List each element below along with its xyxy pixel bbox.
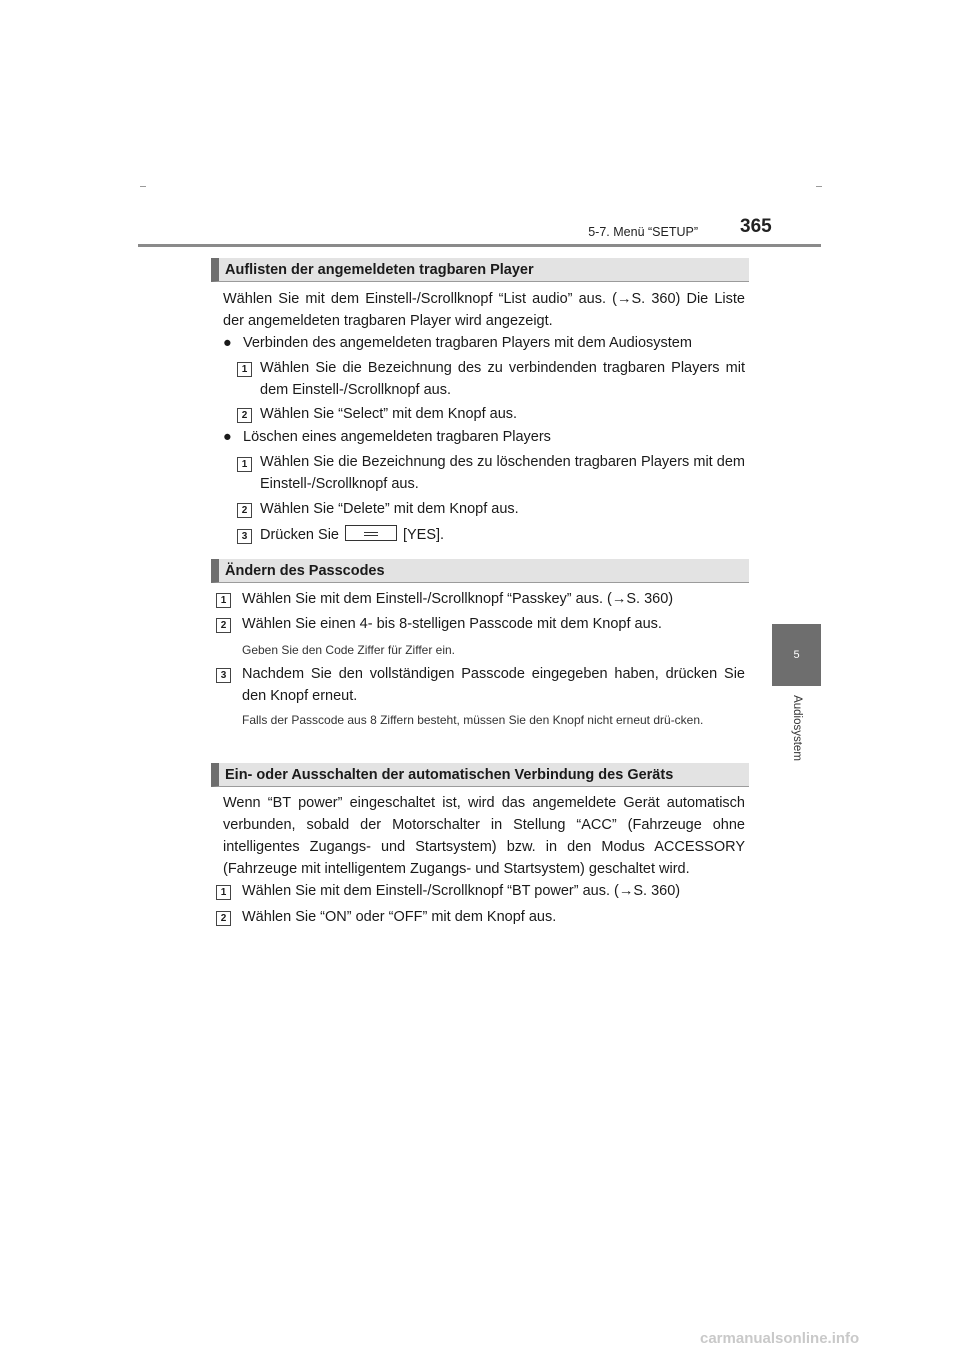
step-number: 2 <box>237 408 252 423</box>
section-title-passcode: Ändern des Passcodes <box>211 559 749 583</box>
watermark: carmanualsonline.info <box>700 1330 860 1347</box>
section-title-auto-connect: Ein- oder Ausschalten der automatischen Verbindung des Geräts <box>211 763 749 787</box>
header-rule <box>138 244 821 247</box>
step-text: Wählen Sie “Delete” mit dem Knopf aus. <box>260 501 519 517</box>
section-intro: Wählen Sie mit dem Einstell-/Scrollknopf “List audio” aus. (→S. 360) Die Liste der angemeldeten tragbaren Player wird angezeigt. <box>223 291 745 329</box>
step-text: Wählen Sie “Select” mit dem Knopf aus. <box>260 406 518 422</box>
step-number: 2 <box>216 618 231 633</box>
step-number: 1 <box>237 362 252 377</box>
step-text: Nachdem Sie den vollständigen Passcode eingegeben haben, drücken Sie den Knopf erneut. <box>242 666 745 704</box>
chapter-tab: 5 <box>772 624 821 686</box>
step-note: Falls der Passcode aus 8 Ziffern besteht, müssen Sie den Knopf nicht erneut drü-cken. <box>242 713 704 727</box>
crop-mark <box>140 186 146 187</box>
step-text: Wählen Sie mit dem Einstell-/Scrollknopf “BT power” aus. (→S. 360) <box>242 883 681 899</box>
step-number: 2 <box>216 911 231 926</box>
step-number: 1 <box>237 457 252 472</box>
section-title-player-list: Auflisten der angemeldeten tragbaren Player <box>211 258 749 282</box>
bullet-item: ● Löschen eines angemeldeten tragbaren Players <box>223 426 551 448</box>
step-number: 2 <box>237 503 252 518</box>
step-text: Drücken Sie [YES]. <box>260 527 445 543</box>
crop-mark <box>816 186 822 187</box>
step-text: Wählen Sie die Bezeichnung des zu löschenden tragbaren Players mit dem Einstell-/Scrollknopf aus. <box>260 454 745 492</box>
step-text: Wählen Sie die Bezeichnung des zu verbindenden tragbaren Players mit dem Einstell-/Scrollknopf aus. <box>260 360 745 398</box>
step-number: 1 <box>216 593 231 608</box>
running-head: 5-7. Menü “SETUP” <box>588 225 698 239</box>
step-text: Wählen Sie “ON” oder “OFF” mit dem Knopf aus. <box>242 909 557 925</box>
section-intro: Wenn “BT power” eingeschaltet ist, wird das angemeldete Gerät automatisch verbunden, sobald der Motorschalter in Stellung “ACC” (Fahrzeuge ohne intelligentes Zugangs- und Startsystem) bzw. in den Modus ACCESSORY (Fahrzeuge mit intelligentem Zugangs- und Startsystem) geschaltet wird. <box>223 795 745 877</box>
step-number: 3 <box>216 668 231 683</box>
step-text: Wählen Sie mit dem Einstell-/Scrollknopf “Passkey” aus. (→S. 360) <box>242 591 674 607</box>
bullet-dot-icon: ● <box>223 429 232 445</box>
bullet-dot-icon: ● <box>223 335 232 351</box>
bullet-item: ● Verbinden des angemeldeten tragbaren Players mit dem Audiosystem <box>223 332 692 354</box>
step-note: Geben Sie den Code Ziffer für Ziffer ein. <box>242 643 456 657</box>
step-number: 3 <box>237 529 252 544</box>
steering-switch-icon <box>345 525 397 541</box>
page-number: 365 <box>740 216 772 237</box>
step-text: Wählen Sie einen 4- bis 8-stelligen Passcode mit dem Knopf aus. <box>242 616 662 632</box>
step-number: 1 <box>216 885 231 900</box>
chapter-label: Audiosystem <box>791 695 803 761</box>
